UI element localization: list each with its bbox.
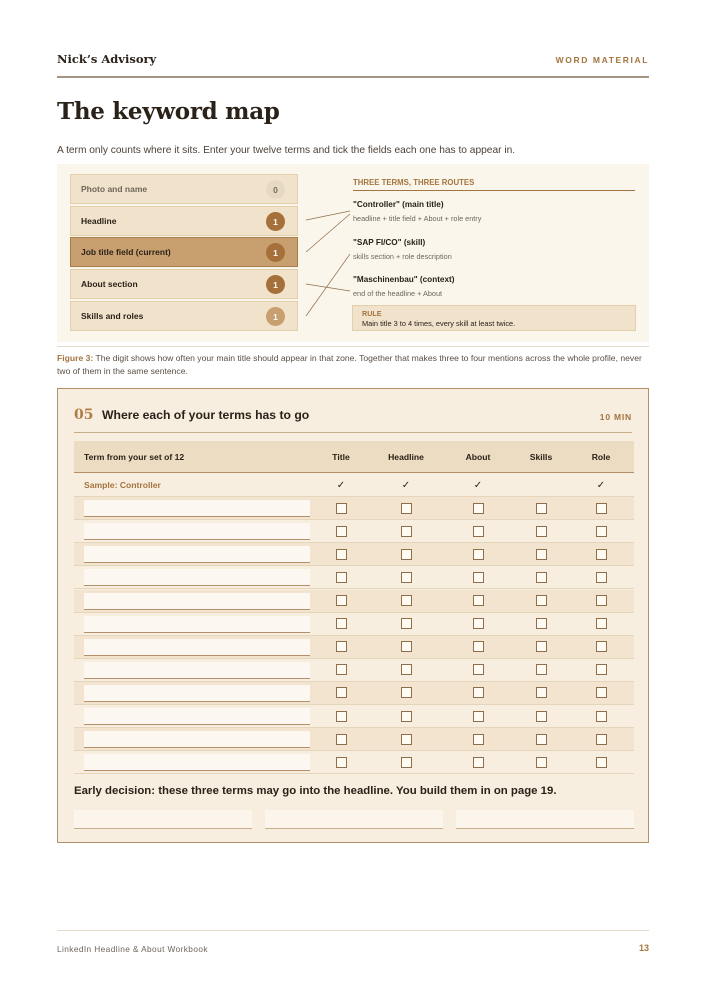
- cell-role: [591, 728, 611, 750]
- zone-count-badge: 1: [266, 243, 285, 262]
- checkbox-headline[interactable]: [401, 711, 412, 722]
- column-header-title: Title: [332, 452, 350, 462]
- checkbox-role[interactable]: [596, 757, 607, 768]
- checkbox-skills[interactable]: [536, 572, 547, 583]
- checkbox-about[interactable]: [473, 757, 484, 768]
- cell-title: [331, 636, 351, 658]
- sample-cell-skills: [531, 474, 551, 496]
- cell-about: [468, 751, 488, 773]
- cell-role: [591, 520, 611, 542]
- figure-caption-label: Figure 3:: [57, 353, 94, 363]
- footer-divider: [57, 930, 649, 931]
- cell-title: [331, 682, 351, 704]
- term-input[interactable]: [84, 662, 310, 679]
- checkbox-headline[interactable]: [401, 572, 412, 583]
- decision-prompt: Early decision: these three terms may go into the headline. You build them in on page 19.: [74, 785, 557, 797]
- checkbox-title[interactable]: [336, 641, 347, 652]
- cell-title: [331, 543, 351, 565]
- check-mark-icon: ✓: [596, 479, 606, 491]
- cell-about: [468, 705, 488, 727]
- checkbox-headline[interactable]: [401, 641, 412, 652]
- figure-caption: [57, 352, 649, 378]
- keyword-map-figure: [57, 164, 649, 342]
- intro-text: A term only counts where it sits. Enter your twelve terms and tick the fields each one has to appear in.: [57, 145, 516, 156]
- cell-role: [591, 566, 611, 588]
- rule-title: RULE: [362, 309, 382, 318]
- term-input[interactable]: [84, 731, 310, 748]
- cell-title: [331, 590, 351, 612]
- term-row: [74, 497, 634, 520]
- connector-line: [306, 211, 350, 220]
- checkbox-title[interactable]: [336, 711, 347, 722]
- checkbox-title[interactable]: [336, 595, 347, 606]
- check-mark-icon: ✓: [473, 479, 483, 491]
- cell-headline: [396, 636, 416, 658]
- checkbox-headline[interactable]: [401, 503, 412, 514]
- cell-headline: [396, 590, 416, 612]
- checkbox-about[interactable]: [473, 549, 484, 560]
- cell-about: [468, 590, 488, 612]
- cell-skills: [531, 705, 551, 727]
- checkbox-skills[interactable]: [536, 711, 547, 722]
- route-term: "Maschinenbau" (context): [353, 275, 455, 284]
- cell-about: [468, 636, 488, 658]
- cell-skills: [531, 543, 551, 565]
- checkbox-role[interactable]: [596, 711, 607, 722]
- checkbox-role[interactable]: [596, 572, 607, 583]
- zone-about-section: [70, 269, 298, 299]
- exercise-duration: 10 MIN: [599, 412, 632, 422]
- term-input[interactable]: [84, 685, 310, 702]
- checkbox-title[interactable]: [336, 618, 347, 629]
- route-path: skills section + role description: [353, 252, 452, 261]
- term-input[interactable]: [84, 708, 310, 725]
- sample-cell-title: [331, 474, 351, 496]
- term-input[interactable]: [84, 546, 310, 563]
- checkbox-headline[interactable]: [401, 757, 412, 768]
- checkbox-about[interactable]: [473, 711, 484, 722]
- checkbox-headline[interactable]: [401, 549, 412, 560]
- cell-about: [468, 566, 488, 588]
- term-row: [74, 590, 634, 613]
- checkbox-role[interactable]: [596, 526, 607, 537]
- cell-skills: [531, 566, 551, 588]
- checkbox-title[interactable]: [336, 734, 347, 745]
- page-title: The keyword map: [57, 98, 280, 125]
- connector-line: [306, 214, 350, 252]
- checkbox-headline[interactable]: [401, 664, 412, 675]
- check-mark-icon: ✓: [401, 479, 411, 491]
- sample-cell-about: [468, 474, 488, 496]
- route-path: headline + title field + About + role entry: [353, 214, 482, 223]
- cell-headline: [396, 543, 416, 565]
- checkbox-title[interactable]: [336, 757, 347, 768]
- cell-about: [468, 659, 488, 681]
- cell-headline: [396, 613, 416, 635]
- cell-headline: [396, 566, 416, 588]
- term-input[interactable]: [84, 500, 310, 517]
- checkbox-skills[interactable]: [536, 549, 547, 560]
- cell-title: [331, 520, 351, 542]
- column-header-about: About: [465, 452, 491, 462]
- cell-skills: [531, 590, 551, 612]
- checkbox-role[interactable]: [596, 595, 607, 606]
- checkbox-skills[interactable]: [536, 687, 547, 698]
- term-row: [74, 543, 634, 566]
- page-number: 13: [638, 943, 649, 953]
- cell-skills: [531, 613, 551, 635]
- zone-label: Photo and name: [81, 184, 148, 194]
- cell-role: [591, 751, 611, 773]
- checkbox-skills[interactable]: [536, 664, 547, 675]
- route-term: "Controller" (main title): [353, 200, 444, 209]
- exercise-title: Where each of your terms has to go: [102, 408, 310, 422]
- cell-skills: [531, 751, 551, 773]
- cell-skills: [531, 728, 551, 750]
- cell-role: [591, 497, 611, 519]
- rule-text: Main title 3 to 4 times, every skill at least twice.: [362, 319, 516, 328]
- zone-label: Headline: [81, 216, 117, 226]
- zone-skills-and-roles: [70, 301, 298, 331]
- sample-cell-headline: [396, 474, 416, 496]
- connector-line: [306, 284, 350, 291]
- sample-cell-role: [591, 474, 611, 496]
- term-row: [74, 613, 634, 636]
- headline-term-input-2[interactable]: [265, 810, 443, 829]
- checkbox-title[interactable]: [336, 526, 347, 537]
- checkbox-about[interactable]: [473, 503, 484, 514]
- cell-title: [331, 705, 351, 727]
- route-path: end of the headline + About: [353, 289, 443, 298]
- cell-title: [331, 728, 351, 750]
- checkbox-skills[interactable]: [536, 503, 547, 514]
- exercise-card: [57, 388, 649, 843]
- term-input[interactable]: [84, 523, 310, 540]
- term-input[interactable]: [84, 639, 310, 656]
- footer-title: LinkedIn Headline & About Workbook: [57, 944, 208, 954]
- checkbox-title[interactable]: [336, 572, 347, 583]
- rule-callout: [352, 305, 636, 331]
- term-input[interactable]: [84, 593, 310, 610]
- zone-headline: [70, 206, 298, 236]
- checkbox-skills[interactable]: [536, 757, 547, 768]
- term-row: [74, 566, 634, 589]
- cell-headline: [396, 728, 416, 750]
- column-header-headline: Headline: [388, 452, 424, 462]
- checkbox-about[interactable]: [473, 572, 484, 583]
- zone-label: Job title field (current): [81, 247, 171, 257]
- cell-role: [591, 636, 611, 658]
- headline-term-input-1[interactable]: [74, 810, 252, 829]
- sample-row: [74, 474, 634, 497]
- cell-headline: [396, 705, 416, 727]
- checkbox-title[interactable]: [336, 687, 347, 698]
- checkbox-about[interactable]: [473, 687, 484, 698]
- checkbox-about[interactable]: [473, 526, 484, 537]
- cell-headline: [396, 659, 416, 681]
- column-header-term: Term from your set of 12: [84, 452, 185, 462]
- cell-skills: [531, 520, 551, 542]
- zone-label: Skills and roles: [81, 311, 144, 321]
- checkbox-title[interactable]: [336, 664, 347, 675]
- cell-skills: [531, 497, 551, 519]
- exercise-divider: [74, 432, 632, 433]
- checkbox-role[interactable]: [596, 618, 607, 629]
- cell-role: [591, 705, 611, 727]
- cell-about: [468, 543, 488, 565]
- connector-line: [306, 254, 350, 316]
- table-header: [74, 441, 634, 473]
- cell-headline: [396, 682, 416, 704]
- route-term: "SAP FI/CO" (skill): [353, 238, 426, 247]
- cell-skills: [531, 636, 551, 658]
- check-mark-icon: ✓: [336, 479, 346, 491]
- term-row: [74, 682, 634, 705]
- checkbox-about[interactable]: [473, 595, 484, 606]
- checkbox-about[interactable]: [473, 618, 484, 629]
- checkbox-about[interactable]: [473, 734, 484, 745]
- checkbox-skills[interactable]: [536, 734, 547, 745]
- cell-headline: [396, 497, 416, 519]
- term-input[interactable]: [84, 754, 310, 771]
- cell-title: [331, 497, 351, 519]
- cell-about: [468, 682, 488, 704]
- checkbox-skills[interactable]: [536, 526, 547, 537]
- cell-about: [468, 728, 488, 750]
- zone-job-title-field: [70, 237, 298, 267]
- checkbox-headline[interactable]: [401, 526, 412, 537]
- checkbox-headline[interactable]: [401, 734, 412, 745]
- sample-term-label: Sample: Controller: [84, 480, 161, 490]
- column-header-skills: Skills: [529, 452, 553, 462]
- cell-role: [591, 682, 611, 704]
- cell-headline: [396, 520, 416, 542]
- column-header-role: Role: [591, 452, 611, 462]
- cell-role: [591, 590, 611, 612]
- cell-role: [591, 543, 611, 565]
- brand-name: Nick’s Advisory: [57, 52, 157, 66]
- exercise-number: 05: [74, 407, 94, 423]
- checkbox-title[interactable]: [336, 503, 347, 514]
- zone-count-badge: 0: [266, 180, 285, 199]
- cell-about: [468, 497, 488, 519]
- term-row: [74, 520, 634, 543]
- checkbox-about[interactable]: [473, 641, 484, 652]
- headline-term-input-3[interactable]: [456, 810, 634, 829]
- checkbox-headline[interactable]: [401, 595, 412, 606]
- cell-role: [591, 659, 611, 681]
- zone-label: About section: [81, 279, 138, 289]
- routes-heading: THREE TERMS, THREE ROUTES: [353, 178, 635, 191]
- zone-count-badge: 1: [266, 212, 285, 231]
- section-label: WORD MATERIAL: [555, 55, 649, 65]
- term-row: [74, 636, 634, 659]
- cell-skills: [531, 659, 551, 681]
- checkbox-about[interactable]: [473, 664, 484, 675]
- checkbox-title[interactable]: [336, 549, 347, 560]
- cell-title: [331, 751, 351, 773]
- figure-divider: [57, 346, 649, 347]
- cell-title: [331, 659, 351, 681]
- cell-title: [331, 566, 351, 588]
- term-input[interactable]: [84, 569, 310, 586]
- checkbox-role[interactable]: [596, 687, 607, 698]
- zone-count-badge: 1: [266, 275, 285, 294]
- zone-count-badge: 1: [266, 307, 285, 326]
- zone-photo-and-name: [70, 174, 298, 204]
- cell-headline: [396, 751, 416, 773]
- checkbox-skills[interactable]: [536, 618, 547, 629]
- checkbox-headline[interactable]: [401, 618, 412, 629]
- term-row: [74, 659, 634, 682]
- term-row: [74, 705, 634, 728]
- term-row: [74, 751, 634, 774]
- checkbox-role[interactable]: [596, 549, 607, 560]
- cell-role: [591, 613, 611, 635]
- term-input[interactable]: [84, 616, 310, 633]
- checkbox-skills[interactable]: [536, 641, 547, 652]
- checkbox-skills[interactable]: [536, 595, 547, 606]
- term-row: [74, 728, 634, 751]
- cell-about: [468, 613, 488, 635]
- header-divider: [57, 76, 649, 78]
- cell-title: [331, 613, 351, 635]
- checkbox-headline[interactable]: [401, 687, 412, 698]
- cell-about: [468, 520, 488, 542]
- checkbox-role[interactable]: [596, 641, 607, 652]
- cell-skills: [531, 682, 551, 704]
- checkbox-role[interactable]: [596, 664, 607, 675]
- checkbox-role[interactable]: [596, 734, 607, 745]
- checkbox-role[interactable]: [596, 503, 607, 514]
- figure-caption-text: The digit shows how often your main title should appear in that zone. Together that makes three to four mentions across the whole profile, never two of them in the same sentence.: [57, 353, 642, 376]
